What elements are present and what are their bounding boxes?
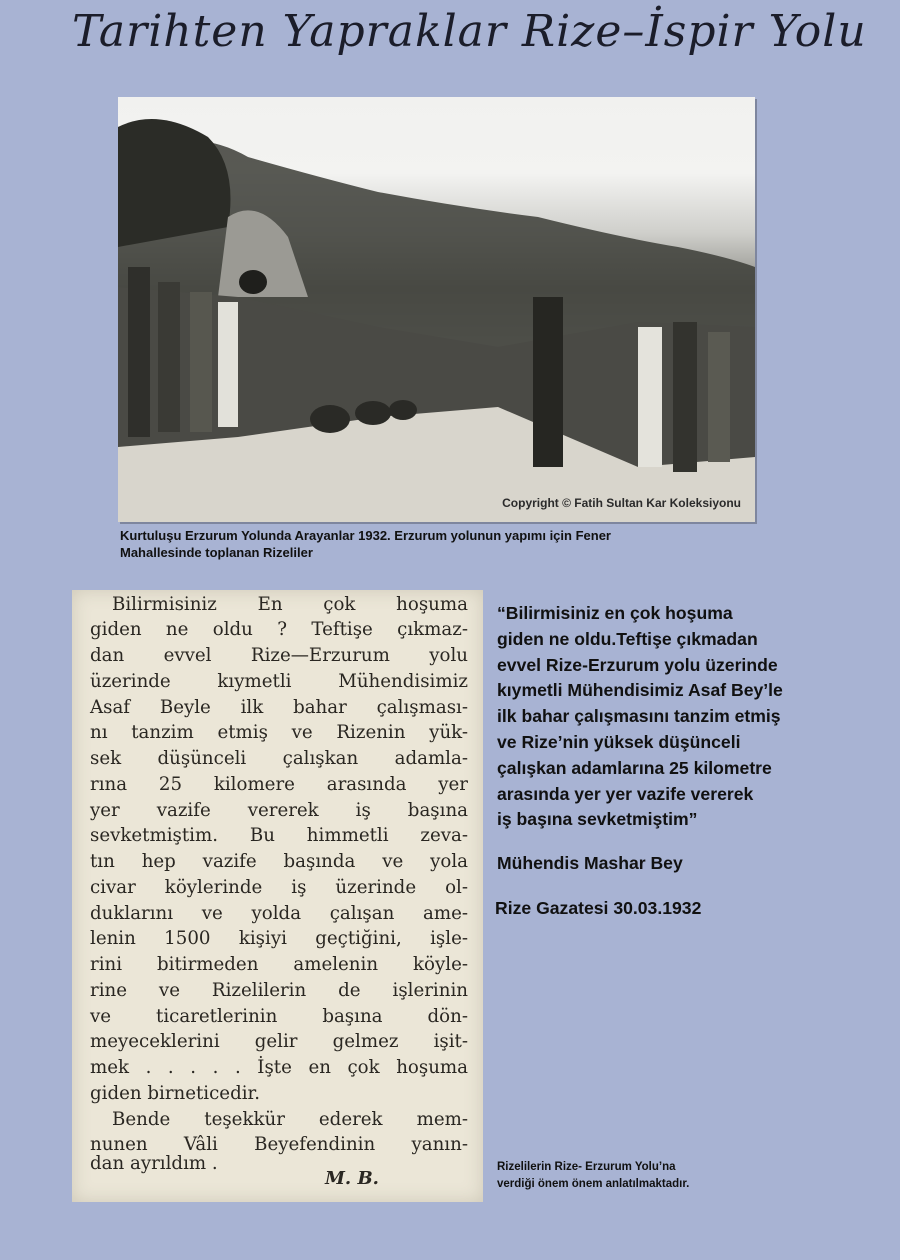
photo-caption-line: Kurtuluşu Erzurum Yolunda Arayanlar 1932. Erzurum yolunun yapımı için Fener [120,528,611,543]
quote-line: “Bilirmisiniz en çok hoşuma [497,603,733,623]
clipping-line: duklarını ve yolda çalışan ame- [90,903,468,924]
clipping-line: rini bitirmeden amelenin köyle- [90,954,468,975]
quote-author: Mühendis Mashar Bey [497,853,683,873]
historical-photo [118,97,755,522]
quote-line: çalışkan adamlarına 25 kilometre [497,757,772,778]
bottom-note-line: verdiği önem önem anlatılmaktadır. [497,1178,690,1190]
clipping-line: yer vazife vererek iş başına [90,800,468,821]
clipping-line: nunen Vâli Beyefendinin yanın- [90,1134,468,1155]
photo-copyright: Copyright © Fatih Sultan Kar Koleksiyonu [502,496,741,510]
clipping-line: lenin 1500 kişiyi geçtiğini, işle- [90,928,468,949]
bottom-note [497,1159,689,1193]
clipping-line: ve ticaretlerinin başına dön- [90,1006,468,1027]
clipping-line: dan ayrıldım . [90,1153,218,1174]
clipping-line: civar köylerinde iş üzerinde ol- [90,877,468,898]
clipping-line: sek düşünceli çalışkan adamla- [90,748,468,769]
bottom-note-line: Rizelilerin Rize- Erzurum Yolu’na [497,1161,676,1173]
quote-line: evvel Rize-Erzurum yolu üzerinde [497,654,778,675]
clipping-line: mek . . . . . İşte en çok hoşuma [90,1057,468,1078]
quote-block [497,601,892,833]
photo-scene [118,97,755,522]
quote-line: giden ne oldu.Teftişe çıkmadan [497,628,758,649]
clipping-line: rına 25 kilomere arasında yer [90,774,468,795]
photo-caption-line: Mahallesinde toplanan Rizeliler [120,545,313,560]
quote-line: arasında yer yer vazife vererek [497,783,754,804]
clipping-line: üzerinde kıymetli Mühendisimiz [90,671,468,692]
page-title: Tarihten Yapraklar Rize–İspir Yolu [72,6,867,57]
clipping-line: dan evvel Rize—Erzurum yolu [90,645,468,666]
clipping-line: giden ne oldu ? Teftişe çıkmaz- [90,619,468,640]
quote-line: iş başına sevketmiştim” [497,809,698,830]
clipping-line: nı tanzim etmiş ve Rizenin yük- [90,722,468,743]
newspaper-clipping [72,590,483,1202]
clipping-line: Asaf Beyle ilk bahar çalışması- [90,697,468,718]
clipping-line: meyeceklerini gelir gelmez işit- [90,1031,468,1052]
clipping-line: giden birneticedir. [90,1083,261,1104]
quote-line: ilk bahar çalışmasını tanzim etmiş [497,706,781,727]
clipping-line: Bende teşekkür ederek mem- [112,1109,468,1130]
clipping-line: rine ve Rizelilerin de işlerinin [90,980,468,1001]
photo-caption [120,527,770,561]
clipping-line: sevketmiştim. Bu himmetli zeva- [90,825,468,846]
clipping-line: tın hep vazife başında ve yola [90,851,468,872]
quote-line: ve Rize’nin yüksek düşünceli [497,731,741,752]
quote-source: Rize Gazatesi 30.03.1932 [495,898,702,918]
clipping-line: Bilirmisiniz En çok hoşuma [112,594,468,615]
clipping-signature: M. B. [325,1168,379,1189]
quote-line: kıymetli Mühendisimiz Asaf Bey’le [497,680,783,701]
